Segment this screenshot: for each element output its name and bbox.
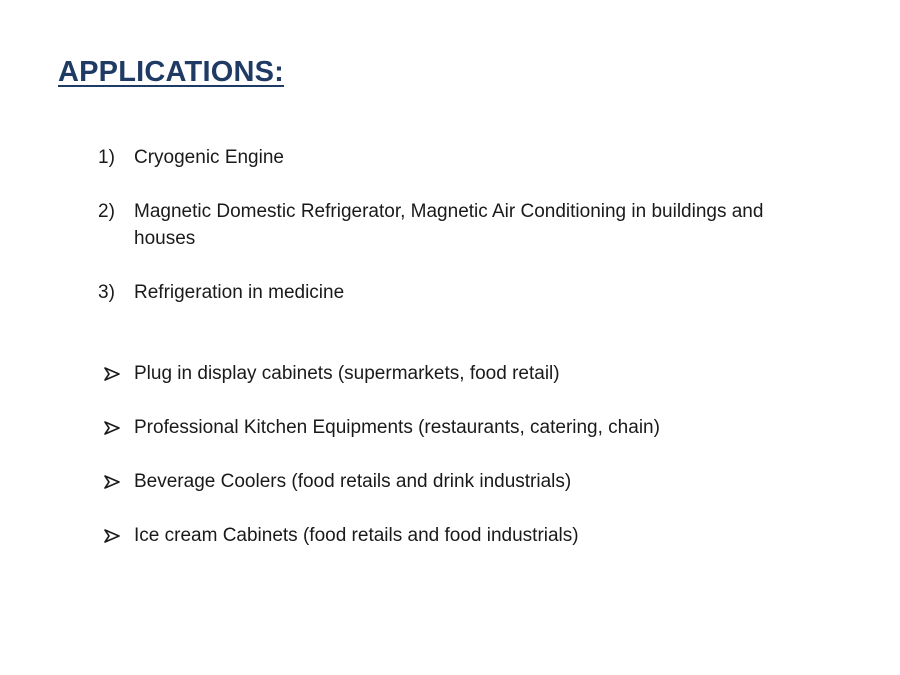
bullet-list-item-2 <box>98 414 818 441</box>
page-title: APPLICATIONS: <box>58 56 285 88</box>
list-item-text: Ice cream Cabinets (food retails and food industrials) <box>134 525 579 546</box>
list-number: 1) <box>98 147 115 168</box>
bullet-list-item-1 <box>98 360 818 387</box>
numbered-list-item-3 <box>98 279 818 306</box>
list-item-text: Magnetic Domestic Refrigerator, Magnetic Air Conditioning in buildings and houses <box>134 201 764 249</box>
list-item-text: Plug in display cabinets (supermarkets, food retail) <box>134 363 560 384</box>
list-number: 2) <box>98 201 115 222</box>
bullet-list-item-3 <box>98 468 818 495</box>
list-item-text: Cryogenic Engine <box>134 147 284 168</box>
arrow-bullet-icon <box>98 522 134 549</box>
list-number: 3) <box>98 282 115 303</box>
arrow-bullet-icon <box>98 468 134 495</box>
numbered-list-item-1 <box>98 144 818 171</box>
list-item-text: Refrigeration in medicine <box>134 282 345 303</box>
arrow-bullet-icon <box>98 360 134 387</box>
arrow-bullet-icon <box>98 414 134 441</box>
bullet-list-item-4 <box>98 522 818 549</box>
list-item-text: Professional Kitchen Equipments (restaurants, catering, chain) <box>134 417 660 438</box>
list-item-text: Beverage Coolers (food retails and drink industrials) <box>134 471 572 492</box>
numbered-list-item-2 <box>98 198 818 252</box>
